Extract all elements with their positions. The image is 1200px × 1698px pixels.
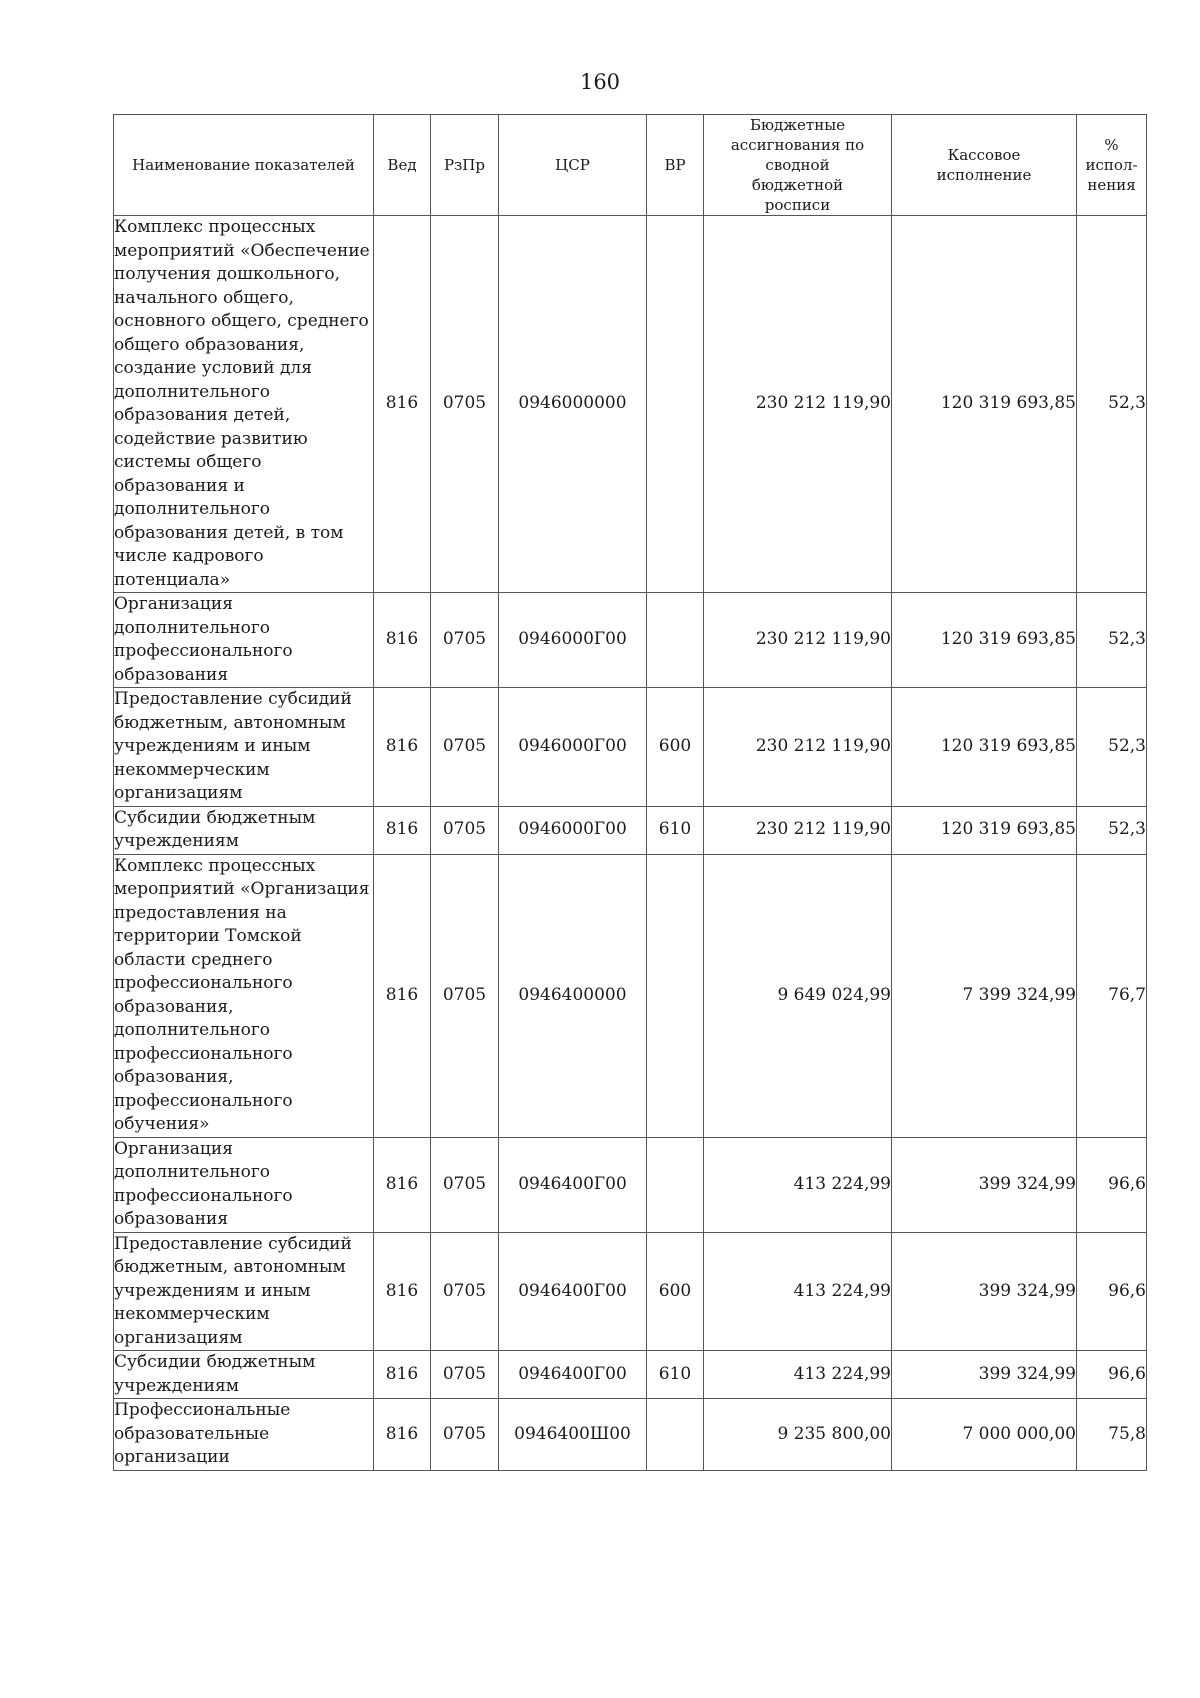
row-percent: 75,8 bbox=[1077, 1399, 1147, 1471]
row-name: Организация дополнительного профессионального образования bbox=[114, 1137, 374, 1232]
row-percent: 52,3 bbox=[1077, 593, 1147, 688]
row-rzpr: 0705 bbox=[431, 688, 499, 807]
page-number: 160 bbox=[579, 70, 621, 94]
row-vr bbox=[647, 593, 704, 688]
row-name: Предоставление субсидий бюджетным, автономным учреждениям и иным некоммерческим организациям bbox=[114, 1232, 374, 1351]
row-rzpr: 0705 bbox=[431, 593, 499, 688]
row-name: Комплекс процессных мероприятий «Организация предоставления на территории Томской области среднего профессионального образования, дополнительного профессионального образования, профессионального обучения» bbox=[114, 854, 374, 1137]
row-csr: 0946000000 bbox=[499, 216, 647, 593]
table-row bbox=[114, 1351, 1147, 1399]
budget-execution-table bbox=[113, 114, 1147, 1471]
row-assignments: 230 212 119,90 bbox=[704, 216, 892, 593]
row-assignments: 9 649 024,99 bbox=[704, 854, 892, 1137]
table-row bbox=[114, 1232, 1147, 1351]
row-ved: 816 bbox=[374, 688, 431, 807]
header-csr: ЦСР bbox=[499, 115, 647, 216]
row-assignments: 230 212 119,90 bbox=[704, 688, 892, 807]
row-ved: 816 bbox=[374, 854, 431, 1137]
header-vr: ВР bbox=[647, 115, 704, 216]
header-percent: % испол-нения bbox=[1077, 115, 1147, 216]
row-vr: 600 bbox=[647, 688, 704, 807]
table-row bbox=[114, 1137, 1147, 1232]
header-rzpr: РзПр bbox=[431, 115, 499, 216]
row-cash: 399 324,99 bbox=[892, 1232, 1077, 1351]
row-name: Субсидии бюджетным учреждениям bbox=[114, 806, 374, 854]
row-rzpr: 0705 bbox=[431, 216, 499, 593]
table-header-row bbox=[114, 115, 1147, 216]
header-name: Наименование показателей bbox=[114, 115, 374, 216]
row-assignments: 230 212 119,90 bbox=[704, 806, 892, 854]
row-ved: 816 bbox=[374, 1351, 431, 1399]
row-ved: 816 bbox=[374, 1232, 431, 1351]
row-name: Профессиональные образовательные организации bbox=[114, 1399, 374, 1471]
row-name: Организация дополнительного профессионального образования bbox=[114, 593, 374, 688]
row-vr bbox=[647, 1137, 704, 1232]
row-percent: 52,3 bbox=[1077, 688, 1147, 807]
row-rzpr: 0705 bbox=[431, 1232, 499, 1351]
row-cash: 7 000 000,00 bbox=[892, 1399, 1077, 1471]
header-assignments: Бюджетные ассигнования по сводной бюджетной росписи bbox=[704, 115, 892, 216]
row-assignments: 413 224,99 bbox=[704, 1137, 892, 1232]
table-row bbox=[114, 1399, 1147, 1471]
row-vr bbox=[647, 854, 704, 1137]
row-rzpr: 0705 bbox=[431, 1137, 499, 1232]
row-assignments: 413 224,99 bbox=[704, 1232, 892, 1351]
row-cash: 399 324,99 bbox=[892, 1351, 1077, 1399]
row-assignments: 413 224,99 bbox=[704, 1351, 892, 1399]
row-percent: 52,3 bbox=[1077, 216, 1147, 593]
row-vr: 610 bbox=[647, 1351, 704, 1399]
row-csr: 0946400Г00 bbox=[499, 1137, 647, 1232]
row-name: Комплекс процессных мероприятий «Обеспечение получения дошкольного, начального общего, основного общего, среднего общего образования, создание условий для дополнительного образования детей, содействие развитию системы общего образования и дополнительного образования детей, в том числе кадрового потенциала» bbox=[114, 216, 374, 593]
row-csr: 0946400Ш00 bbox=[499, 1399, 647, 1471]
row-rzpr: 0705 bbox=[431, 1399, 499, 1471]
row-percent: 52,3 bbox=[1077, 806, 1147, 854]
row-csr: 0946000Г00 bbox=[499, 593, 647, 688]
table-row bbox=[114, 593, 1147, 688]
table-row bbox=[114, 216, 1147, 593]
row-rzpr: 0705 bbox=[431, 806, 499, 854]
row-cash: 7 399 324,99 bbox=[892, 854, 1077, 1137]
row-ved: 816 bbox=[374, 593, 431, 688]
row-percent: 96,6 bbox=[1077, 1232, 1147, 1351]
header-ved: Вед bbox=[374, 115, 431, 216]
row-cash: 120 319 693,85 bbox=[892, 688, 1077, 807]
row-csr: 0946000Г00 bbox=[499, 806, 647, 854]
row-rzpr: 0705 bbox=[431, 854, 499, 1137]
row-percent: 76,7 bbox=[1077, 854, 1147, 1137]
row-vr bbox=[647, 216, 704, 593]
row-ved: 816 bbox=[374, 216, 431, 593]
row-vr bbox=[647, 1399, 704, 1471]
row-ved: 816 bbox=[374, 1137, 431, 1232]
row-assignments: 230 212 119,90 bbox=[704, 593, 892, 688]
row-cash: 399 324,99 bbox=[892, 1137, 1077, 1232]
row-csr: 0946400000 bbox=[499, 854, 647, 1137]
row-cash: 120 319 693,85 bbox=[892, 216, 1077, 593]
row-cash: 120 319 693,85 bbox=[892, 593, 1077, 688]
row-vr: 610 bbox=[647, 806, 704, 854]
row-name: Предоставление субсидий бюджетным, автономным учреждениям и иным некоммерческим организациям bbox=[114, 688, 374, 807]
row-name: Субсидии бюджетным учреждениям bbox=[114, 1351, 374, 1399]
table-row bbox=[114, 854, 1147, 1137]
row-vr: 600 bbox=[647, 1232, 704, 1351]
table-row bbox=[114, 688, 1147, 807]
table-row bbox=[114, 806, 1147, 854]
header-cash: Кассовое исполнение bbox=[892, 115, 1077, 216]
row-percent: 96,6 bbox=[1077, 1351, 1147, 1399]
row-rzpr: 0705 bbox=[431, 1351, 499, 1399]
row-percent: 96,6 bbox=[1077, 1137, 1147, 1232]
row-csr: 0946400Г00 bbox=[499, 1351, 647, 1399]
row-csr: 0946000Г00 bbox=[499, 688, 647, 807]
row-ved: 816 bbox=[374, 806, 431, 854]
row-csr: 0946400Г00 bbox=[499, 1232, 647, 1351]
row-ved: 816 bbox=[374, 1399, 431, 1471]
row-cash: 120 319 693,85 bbox=[892, 806, 1077, 854]
row-assignments: 9 235 800,00 bbox=[704, 1399, 892, 1471]
